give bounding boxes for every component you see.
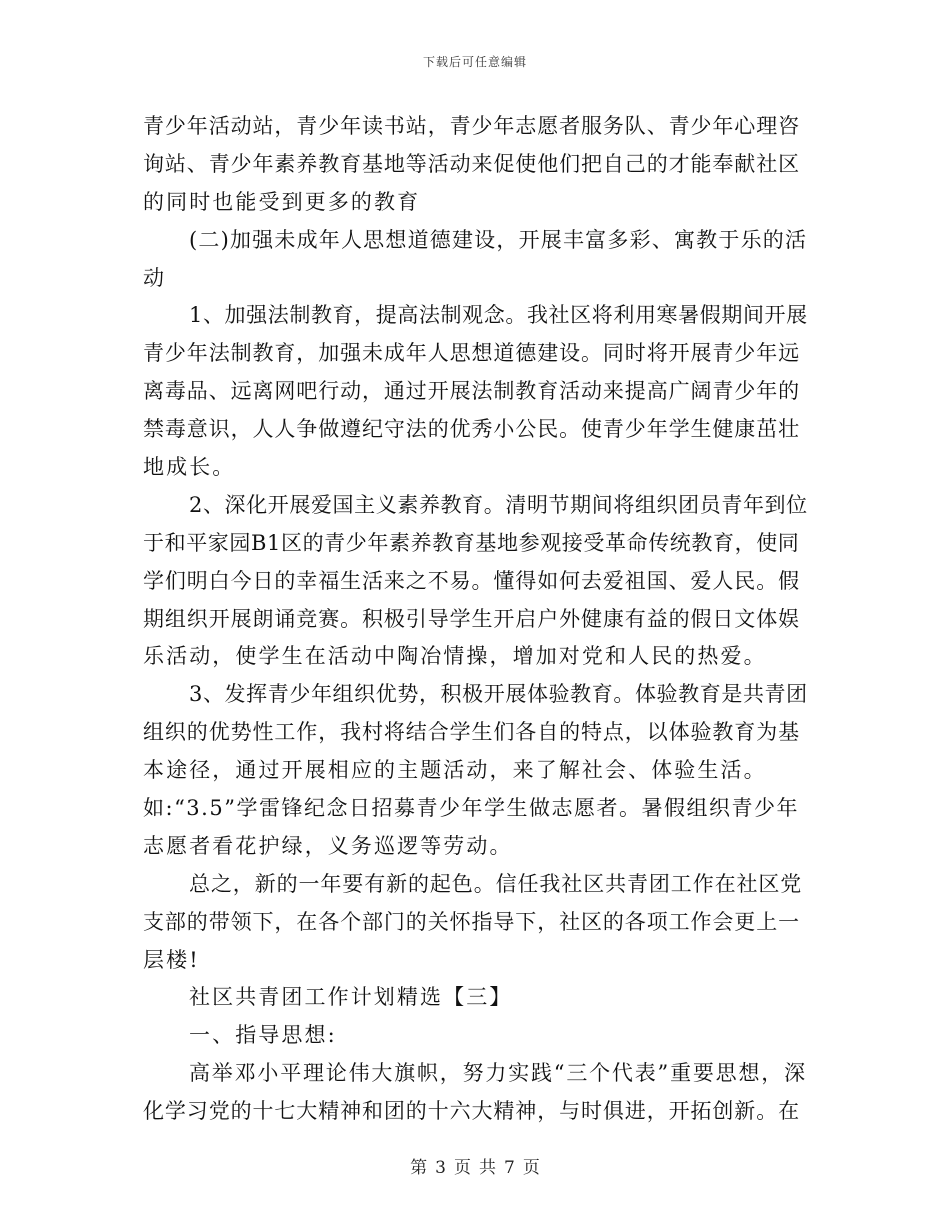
text-line: 组织的优势性工作，我村将结合学生们各自的特点，以体验教育为基 (143, 720, 800, 745)
text-line: 层楼! (143, 947, 200, 972)
footer-page-number: 3 (435, 1158, 446, 1178)
text-line: 的同时也能受到更多的教育 (143, 189, 421, 214)
text-line: 询站、青少年素养教育基地等活动来促使他们把自己的才能奉献社区 (143, 151, 800, 176)
text-line: 期组织开展朗诵竞赛。积极引导学生开启户外健康有益的假日文体娱 (143, 606, 800, 631)
text-line: 支部的带领下，在各个部门的关怀指导下，社区的各项工作会更上一 (143, 909, 800, 934)
text-line: 2、深化开展爱国主义素养教育。清明节期间将组织团员青年到位 (189, 492, 808, 517)
footer-label-end: 页 (522, 1158, 540, 1178)
page-footer (0, 1153, 950, 1178)
text-line: 如:“3.5”学雷锋纪念日招募青少年学生做志愿者。暑假组织青少年 (143, 796, 799, 821)
footer-total-pages: 7 (504, 1158, 515, 1178)
text-line: 高举邓小平理论伟大旗帜，努力实践“三个代表”重要思想，深 (189, 1061, 807, 1086)
text-line: 青少年法制教育，加强未成年人思想道德建设。同时将开展青少年远 (143, 341, 800, 366)
document-body (143, 108, 808, 1131)
text-line: 乐活动，使学生在活动中陶冶情操，增加对党和人民的热爱。 (143, 644, 767, 669)
footer-label-total: 共 (479, 1158, 496, 1178)
text-line: 化学习党的十七大精神和团的十六大精神，与时俱进，开拓创新。在 (143, 1099, 800, 1124)
text-line: 一、指导思想: (189, 1023, 337, 1048)
text-line: 禁毒意识，人人争做遵纪守法的优秀小公民。使青少年学生健康茁壮 (143, 417, 800, 442)
text-line: (二)加强未成年人思想道德建设，开展丰富多彩、寓教于乐的活 (189, 227, 808, 252)
text-line: 本途径，通过开展相应的主题活动，来了解社会、体验生活。 (143, 758, 767, 783)
text-line: 志愿者看花护绿，义务巡逻等劳动。 (143, 833, 513, 858)
text-line: 社区共青团工作计划精选【三】 (189, 985, 513, 1010)
text-line: 于和平家园B1区的青少年素养教育基地参观接受革命传统教育，使同 (143, 530, 800, 555)
text-line: 1、加强法制教育，提高法制观念。我社区将利用寒暑假期间开展 (189, 303, 808, 328)
text-line: 总之，新的一年要有新的起色。信任我社区共青团工作在社区党 (189, 871, 803, 896)
text-line: 3、发挥青少年组织优势，积极开展体验教育。体验教育是共青团 (189, 682, 808, 707)
footer-label-before: 第 (410, 1158, 428, 1178)
footer-label-page: 页 (454, 1158, 471, 1178)
text-line: 青少年活动站，青少年读书站，青少年志愿者服务队、青少年心理咨 (143, 114, 800, 138)
text-line: 离毒品、远离网吧行动，通过开展法制教育活动来提高广阔青少年的 (143, 379, 800, 404)
text-line: 地成长。 (143, 455, 236, 480)
text-line: 动 (143, 265, 167, 290)
page-header: 下载后可任意编辑 (422, 55, 527, 69)
text-line: 学们明白今日的幸福生活来之不易。懂得如何去爱祖国、爱人民。假 (143, 568, 800, 593)
